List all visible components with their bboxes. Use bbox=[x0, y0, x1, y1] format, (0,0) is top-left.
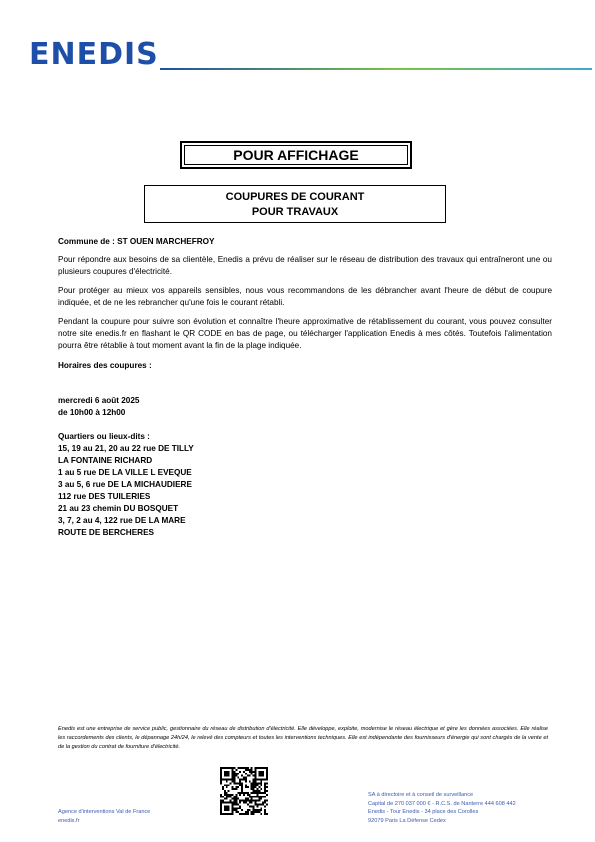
commune-line bbox=[58, 236, 552, 248]
commune-label: Commune de : bbox=[58, 237, 115, 246]
quartiers-label: Quartiers ou lieux-dits : bbox=[58, 432, 150, 441]
logo-text: ENEDIS bbox=[29, 37, 159, 72]
paragraph-qr-info: Pendant la coupure pour suivre son évolution et connaître l'heure approximative de rétablissement du courant, vous pouvez consulter notre site enedis.fr en flashant le QR CODE en bas de page, ou télécharger l'application Enedis à mes côtés. Toutefois l'alimentation pourra être rétablie à tout moment avant la fin de la plage indiquée. bbox=[58, 317, 552, 350]
company-capital: Capital de 270 037 000 € - R.C.S. de Nanterre 444 608 442 bbox=[368, 800, 516, 807]
footer-agency bbox=[58, 808, 150, 826]
list-item: 112 rue DES TUILERIES bbox=[58, 492, 151, 501]
agency-name: Agence d'interventions Val de France bbox=[58, 809, 151, 815]
subtitle-box bbox=[144, 185, 446, 223]
list-item: 3 au 5, 6 rue DE LA MICHAUDIERE bbox=[58, 480, 192, 489]
outage-hours: de 10h00 à 12h00 bbox=[58, 408, 126, 417]
list-item: 15, 19 au 21, 20 au 22 rue DE TILLY bbox=[58, 444, 194, 453]
list-item: ROUTE DE BERCHERES bbox=[58, 528, 154, 537]
company-form: SA à directoire et à conseil de surveillance bbox=[368, 792, 474, 798]
enedis-logo bbox=[29, 38, 159, 72]
qr-code[interactable] bbox=[220, 767, 268, 815]
list-item: LA FONTAINE RICHARD bbox=[58, 456, 153, 465]
page-title: POUR AFFICHAGE bbox=[233, 147, 359, 163]
legal-notice: Enedis est une entreprise de service public, gestionnaire du réseau de distribution d'électricité. Elle développe, exploite, modernise le réseau électrique et gère les données associées. Elle réalise les raccordements des clients, le dépannage 24h/24, le relevé des compteurs et toutes les interventions techniques. Elle est indépendante des fournisseurs d'énergie qui sont chargés de la vente et de la gestion du contrat de fourniture d'électricité. bbox=[58, 726, 548, 750]
company-city: 92079 Paris La Défense Cedex bbox=[368, 817, 446, 824]
list-item: 1 au 5 rue DE LA VILLE L EVEQUE bbox=[58, 468, 192, 477]
list-item: 3, 7, 2 au 4, 122 rue DE LA MARE bbox=[58, 516, 186, 525]
company-address: Enedis - Tour Enedis - 34 place des Corolles bbox=[368, 809, 479, 815]
quartiers-list bbox=[58, 431, 194, 539]
logo-accent-bar bbox=[160, 68, 592, 70]
footer-company-info bbox=[368, 791, 516, 825]
subtitle-line-1: COUPURES DE COURANT bbox=[225, 191, 365, 203]
paragraph-appliances: Pour protéger au mieux vos appareils sensibles, nous vous recommandons de les débrancher avant l'heure de début de coupure indiquée, et de ne les rebrancher qu'une fois le courant rétabli. bbox=[58, 286, 552, 307]
horaires-label: Horaires des coupures : bbox=[58, 361, 152, 370]
outage-date: mercredi 6 août 2025 bbox=[58, 396, 140, 405]
title-box bbox=[180, 141, 412, 169]
subtitle-line-2: POUR TRAVAUX bbox=[251, 206, 339, 218]
commune-value: ST OUEN MARCHEFROY bbox=[117, 237, 215, 246]
website-link[interactable]: enedis.fr bbox=[58, 818, 80, 824]
paragraph-intro: Pour répondre aux besoins de sa clientèle, Enedis a prévu de réaliser sur le réseau de distribution des travaux qui entraîneront une ou plusieurs coupures d'électricité. bbox=[58, 255, 552, 276]
list-item: 21 au 23 chemin DU BOSQUET bbox=[58, 504, 179, 513]
